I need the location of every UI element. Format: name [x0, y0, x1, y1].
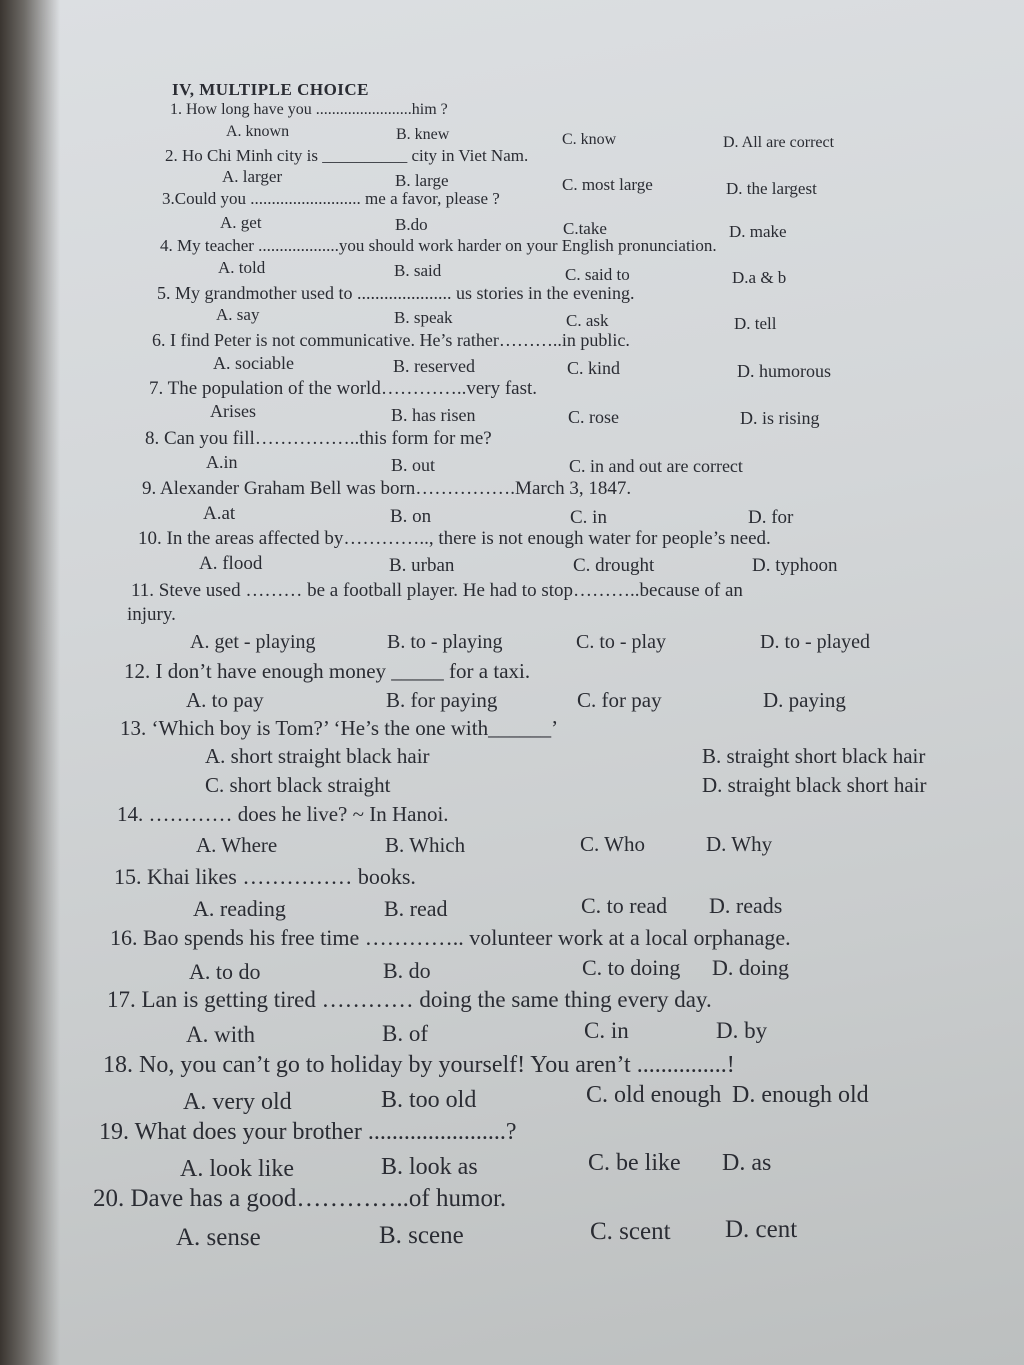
question-11-continuation: injury. [127, 604, 176, 625]
question-20-option-d: D. cent [725, 1216, 798, 1243]
question-14-text: 14. ………… does he live? ~ In Hanoi. [117, 802, 449, 826]
question-4-option-a: A. told [218, 258, 266, 277]
question-17-option-c: C. in [584, 1018, 629, 1043]
question-14-option-b: B. Which [385, 833, 466, 857]
question-1-option-b: B. knew [396, 126, 450, 143]
question-12-text: 12. I don’t have enough money _____ for a taxi. [124, 659, 531, 683]
question-12-option-b: B. for paying [386, 688, 498, 712]
question-4-option-b: B. said [394, 261, 442, 280]
question-12-option-a: A. to pay [186, 688, 264, 712]
question-20-text: 20. Dave has a good…………..of humor. [93, 1185, 507, 1212]
question-15-text: 15. Khai likes …………… books. [114, 864, 416, 889]
question-16-option-b: B. do [383, 958, 431, 983]
question-19-text: 19. What does your brother .......................? [99, 1119, 517, 1145]
question-15-option-d: D. reads [709, 893, 783, 918]
question-9-option-d: D. for [748, 507, 794, 528]
question-15-option-a: A. reading [193, 896, 286, 921]
question-6-option-d: D. humorous [737, 361, 831, 381]
question-10-text: 10. In the areas affected by………….., there is not enough water for people’s need. [138, 528, 771, 549]
question-13-text: 13. ‘Which boy is Tom?’ ‘He’s the one with______’ [120, 716, 559, 740]
question-5-option-b: B. speak [394, 308, 453, 327]
question-16-text: 16. Bao spends his free time ………….. volunteer work at a local orphanage. [110, 925, 791, 950]
question-3-text: 3.Could you .......................... me a favor, please ? [162, 189, 500, 208]
question-9-option-c: C. in [570, 507, 607, 528]
question-19-option-a: A. look like [180, 1156, 294, 1182]
question-17-option-b: B. of [382, 1021, 428, 1046]
question-17-option-a: A. with [186, 1022, 255, 1047]
question-9-option-b: B. on [390, 506, 432, 527]
question-2-text: 2. Ho Chi Minh city is __________ city in Viet Nam. [165, 146, 529, 165]
question-20-option-a: A. sense [176, 1224, 261, 1251]
question-19-option-c: C. be like [588, 1150, 681, 1176]
question-5-option-d: D. tell [734, 314, 777, 333]
question-3-option-d: D. make [729, 222, 787, 241]
question-8-option-c: C. in and out are correct [569, 456, 743, 476]
question-7-option-d: D. is rising [740, 408, 820, 428]
question-6-text: 6. I find Peter is not communicative. He’s rather………..in public. [152, 330, 630, 350]
question-6-option-a: A. sociable [213, 353, 294, 373]
question-2-option-d: D. the largest [726, 179, 817, 198]
question-8-option-a: A.in [206, 452, 238, 472]
question-14-option-c: C. Who [580, 832, 645, 856]
question-18-option-b: B. too old [381, 1087, 477, 1113]
question-11-option-b: B. to - playing [387, 631, 503, 653]
question-4-option-c: C. said to [565, 265, 630, 284]
question-14-option-d: D. Why [706, 832, 773, 856]
question-17-option-d: D. by [716, 1018, 768, 1043]
question-5-option-c: C. ask [566, 311, 609, 330]
question-11-option-d: D. to - played [760, 631, 870, 653]
question-8-text: 8. Can you fill……………..this form for me? [145, 428, 492, 449]
question-18-option-a: A. very old [183, 1089, 292, 1115]
question-13-option-b: B. straight short black hair [702, 744, 926, 768]
question-16-option-d: D. doing [712, 955, 789, 980]
question-2-option-a: A. larger [222, 167, 283, 186]
question-7-option-c: C. rose [568, 407, 619, 427]
question-15-option-c: C. to read [581, 893, 668, 918]
question-3-option-b: B.do [395, 215, 428, 234]
question-3-option-a: A. get [220, 213, 262, 232]
question-11-text: 11. Steve used ……… be a football player. He had to stop………..because of an [131, 580, 743, 601]
question-5-text: 5. My grandmother used to ..................... us stories in the evening. [157, 283, 635, 303]
question-10-option-c: C. drought [573, 555, 655, 576]
question-3-option-c: C.take [563, 219, 607, 238]
question-1-option-d: D. All are correct [723, 134, 835, 151]
question-4-text: 4. My teacher ...................you should work harder on your English pronunciation. [160, 236, 717, 255]
question-2-option-b: B. large [395, 171, 449, 190]
question-12-option-d: D. paying [763, 688, 846, 712]
question-10-option-a: A. flood [199, 553, 263, 574]
question-7-option-a: Arises [210, 401, 256, 421]
question-11-option-a: A. get - playing [190, 631, 316, 653]
question-12-option-c: C. for pay [577, 688, 662, 712]
question-16-option-c: C. to doing [582, 955, 681, 980]
question-1-option-c: C. know [562, 131, 617, 148]
question-14-option-a: A. Where [196, 833, 278, 857]
question-1-option-a: A. known [226, 123, 290, 140]
question-18-option-d: D. enough old [732, 1082, 869, 1108]
question-10-option-d: D. typhoon [752, 555, 838, 576]
question-9-option-a: A.at [203, 503, 236, 524]
question-17-text: 17. Lan is getting tired ………… doing the same thing every day. [107, 987, 712, 1012]
question-16-option-a: A. to do [189, 959, 261, 984]
question-4-option-d: D.a & b [732, 268, 787, 287]
question-18-option-c: C. old enough [586, 1082, 722, 1108]
question-8-option-b: B. out [391, 455, 436, 475]
question-18-text: 18. No, you can’t go to holiday by yourself! You aren’t ...............! [103, 1052, 735, 1078]
question-20-option-c: C. scent [590, 1218, 671, 1245]
question-15-option-b: B. read [384, 896, 448, 921]
question-6-option-b: B. reserved [393, 356, 475, 376]
section-title: IV, MULTIPLE CHOICE [172, 80, 370, 99]
question-19-option-b: B. look as [381, 1154, 478, 1180]
question-2-option-c: C. most large [562, 175, 653, 194]
question-9-text: 9. Alexander Graham Bell was born…………….March 3, 1847. [142, 478, 632, 499]
question-13-option-a: A. short straight black hair [205, 744, 430, 768]
question-1-text: 1. How long have you ........................him ? [170, 101, 448, 118]
question-20-option-b: B. scene [379, 1222, 464, 1249]
question-5-option-a: A. say [216, 305, 260, 324]
question-11-option-c: C. to - play [576, 631, 666, 653]
question-7-text: 7. The population of the world…………..very fast. [149, 378, 538, 399]
question-13-option-c: C. short black straight [205, 773, 391, 797]
question-19-option-d: D. as [722, 1150, 772, 1176]
question-7-option-b: B. has risen [391, 405, 476, 425]
question-6-option-c: C. kind [567, 358, 621, 378]
question-13-option-d: D. straight black short hair [702, 773, 927, 797]
question-10-option-b: B. urban [389, 555, 455, 576]
